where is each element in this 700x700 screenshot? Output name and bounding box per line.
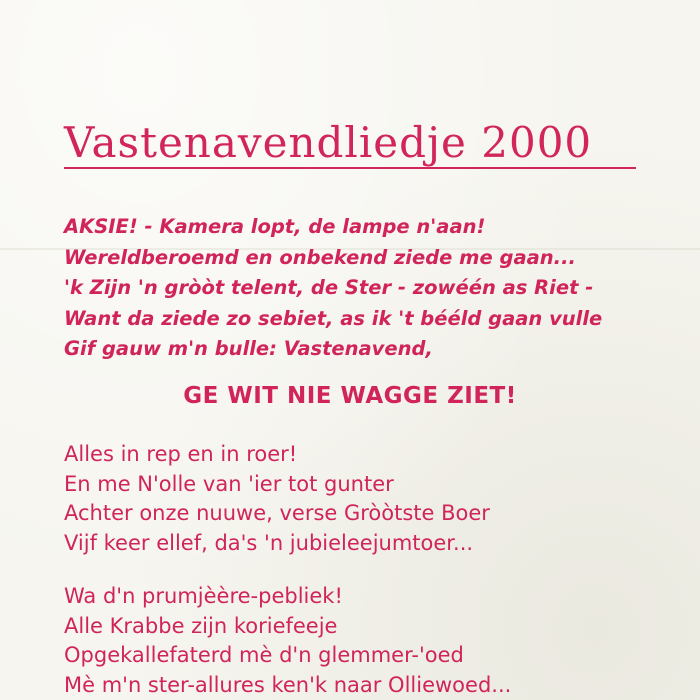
chorus-line: Want da ziede zo sebiet, as ik 't bééld gaan vulle	[64, 306, 603, 330]
chorus-line: Gif gauw m'n bulle: Vastenavend,	[64, 337, 433, 360]
chorus-line: Wereldberoemd en onbekend ziede me gaan...	[64, 245, 576, 269]
verse-line: En me N'olle van 'ier tot gunter	[64, 471, 394, 496]
chorus-line: 'k Zijn 'n gròòt telent, de Ster - zowéén as Riet -	[64, 276, 594, 299]
chorus-block	[64, 212, 684, 365]
verse-2	[64, 582, 684, 700]
verse-line: Vijf keer ellef, da's 'n jubieleejumtoer...	[64, 530, 474, 555]
verse-line: Achter onze nuuwe, verse Gròòtste Boer	[64, 501, 490, 525]
refrain-line: GE WIT NIE WAGGE ZIET!	[183, 383, 517, 409]
chorus-line: AKSIE! - Kamera lopt, de lampe n'aan!	[64, 215, 486, 238]
verse-line: Alles in rep en in roer!	[64, 442, 298, 466]
verse-line: Wa d'n prumjèère-pebliek!	[64, 584, 343, 608]
verse-line: Alle Krabbe zijn koriefeeje	[64, 613, 338, 638]
title-underline	[64, 167, 636, 169]
verse-1	[64, 440, 684, 558]
verse-line: Mè m'n ster-allures ken'k naar Olliewoed...	[64, 672, 512, 697]
verse-line: Opgekallefaterd mè d'n glemmer-'oed	[64, 643, 464, 667]
song-title: Vastenavendliedje 2000	[64, 118, 593, 167]
